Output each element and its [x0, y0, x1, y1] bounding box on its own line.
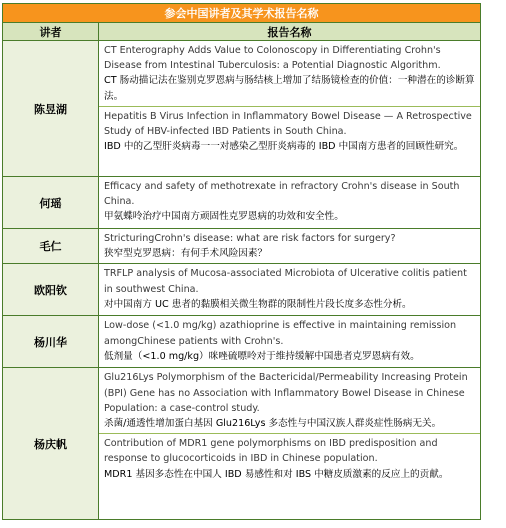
paper-title-en: Contribution of MDR1 gene polymorphisms on IBD predisposition and response to glucocorticoids in IBD in Chinese population.	[104, 438, 438, 465]
speaker-report-table	[2, 3, 481, 520]
speaker-name: 毛仁	[3, 229, 99, 264]
report-cell	[99, 368, 481, 520]
paper-title-cn: MDR1 基因多态性在中国人 IBD 易感性和对 IBS 中糖皮质激素的反应上的贡献。	[104, 468, 449, 480]
table-title: 参会中国讲者及其学术报告名称	[3, 4, 481, 23]
paper-title-en: TRFLP analysis of Mucosa-associated Microbiota of Ulcerative colitis patient in southwest China.	[104, 268, 467, 295]
paper-title-cn: 对中国南方 UC 患者的黏膜相关微生物群的限制性片段长度多态性分析。	[104, 298, 412, 310]
table-header-row	[3, 23, 481, 41]
table-row	[3, 229, 481, 264]
paper-title-en: Efficacy and safety of methotrexate in refractory Crohn's disease in South China.	[104, 181, 460, 208]
paper-title-cn: 甲氨蝶呤治疗中国南方顽固性克罗恩病的功效和安全性。	[104, 211, 344, 223]
paper-title-en: Low-dose (<1.0 mg/kg) azathioprine is effective in maintaining remission amongChinese patients with Crohn's.	[104, 320, 457, 347]
table-row	[3, 316, 481, 368]
paper-divider	[99, 106, 480, 107]
table-row	[3, 41, 481, 177]
paper-title-en: CT Enterography Adds Value to Colonoscopy in Differentiating Crohn's Disease from Intestinal Tuberculosis: a Potential Diagnostic Algorithm.	[104, 45, 441, 72]
report-cell	[99, 229, 481, 264]
table-row	[3, 264, 481, 316]
speaker-name: 何瑶	[3, 177, 99, 229]
paper-title-cn: CT 肠动描记法在鉴别克罗恩病与肠结核上增加了结肠镜检查的价值：一种潜在的诊断算法。	[104, 75, 475, 102]
speaker-name: 杨庆帆	[3, 368, 99, 520]
paper-title-cn: IBD 中的乙型肝炎病毒一一对感染乙型肝炎病毒的 IBD 中国南方患者的回顾性研究。	[104, 141, 464, 153]
paper-title-en: Hepatitis B Virus Infection in Inflammatory Bowel Disease — A Retrospective Study of HBV-infected IBD Patients in South China.	[104, 110, 472, 138]
paper-title-cn: 狭窄型克罗恩病：有何手术风险因素？	[104, 248, 268, 260]
paper-divider	[99, 433, 480, 434]
table-row	[3, 177, 481, 229]
report-cell	[99, 264, 481, 316]
speaker-name: 欧阳钦	[3, 264, 99, 316]
paper-title-cn: 杀菌/通透性增加蛋白基因 Glu216Lys 多态性与中国汉族人群炎症性肠病无关。	[104, 418, 442, 430]
paper-title-cn: 低剂量（<1.0 mg/kg）咪唑硫嘌呤对于维持缓解中国患者克罗恩病有效。	[104, 350, 420, 362]
header-speaker: 讲者	[3, 23, 99, 41]
paper-title-en: StricturingCrohn's disease: what are risk factors for surgery?	[104, 233, 396, 244]
table-row	[3, 368, 481, 520]
header-report: 报告名称	[99, 23, 481, 41]
table-title-row	[3, 4, 481, 23]
speaker-name: 杨川华	[3, 316, 99, 368]
report-cell	[99, 177, 481, 229]
report-cell	[99, 316, 481, 368]
paper-title-en: Glu216Lys Polymorphism of the Bactericidal/Permeability Increasing Protein (BPI) Gene has no Association with Inflammatory Bowel Disease in Chinese Population: a case-control study.	[104, 372, 468, 414]
report-cell	[99, 41, 481, 177]
speaker-name: 陈昱湖	[3, 41, 99, 177]
